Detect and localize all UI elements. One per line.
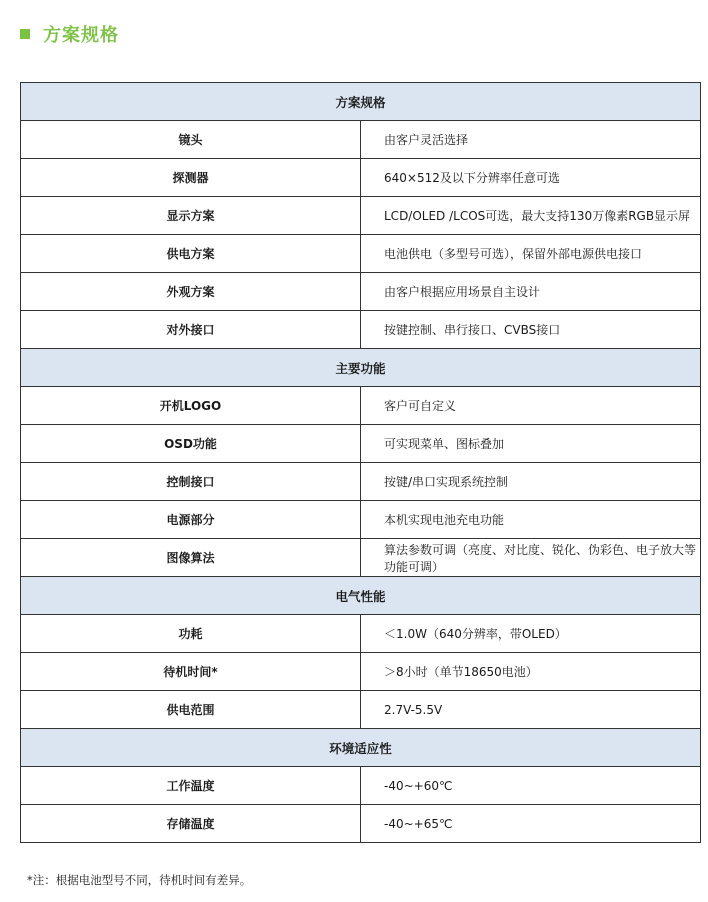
row-key: 镜头 [21,121,361,159]
row-key: OSD功能 [21,425,361,463]
row-key: 功耗 [21,615,361,653]
row-value: -40~+65℃ [361,805,701,843]
table-row [21,653,701,691]
row-value: -40~+60℃ [361,767,701,805]
row-value: 640×512及以下分辨率任意可选 [361,159,701,197]
section-title: 方案规格 [21,83,701,121]
table-row [21,767,701,805]
row-key: 显示方案 [21,197,361,235]
section-header-row [21,83,701,121]
table-row [21,273,701,311]
table-row [21,387,701,425]
row-key: 图像算法 [21,539,361,577]
row-key: 供电方案 [21,235,361,273]
row-key: 开机LOGO [21,387,361,425]
row-key: 存储温度 [21,805,361,843]
row-value: 由客户根据应用场景自主设计 [361,273,701,311]
green-square-icon [20,29,30,39]
heading-title: 方案规格 [43,25,119,46]
table-row [21,615,701,653]
row-value: 按键控制、串行接口、CVBS接口 [361,311,701,349]
row-value: 可实现菜单、图标叠加 [361,425,701,463]
section-heading [20,22,119,46]
table-row [21,311,701,349]
row-key: 探测器 [21,159,361,197]
section-title: 电气性能 [21,577,701,615]
table-row [21,691,701,729]
row-key: 供电范围 [21,691,361,729]
row-value: 2.7V-5.5V [361,691,701,729]
row-key: 外观方案 [21,273,361,311]
table-row [21,463,701,501]
table-row [21,425,701,463]
row-value: 客户可自定义 [361,387,701,425]
row-value: 电池供电（多型号可选），保留外部电源供电接口 [361,235,701,273]
row-value: LCD/OLED /LCOS可选，最大支持130万像素RGB显示屏 [361,197,701,235]
section-header-row [21,349,701,387]
row-key: 工作温度 [21,767,361,805]
table-row [21,197,701,235]
row-value: 由客户灵活选择 [361,121,701,159]
section-title: 主要功能 [21,349,701,387]
table-row [21,159,701,197]
row-value: ＞8小时（单节18650电池） [361,653,701,691]
section-header-row [21,577,701,615]
row-key: 待机时间* [21,653,361,691]
row-key: 电源部分 [21,501,361,539]
spec-table [20,82,701,843]
row-key: 控制接口 [21,463,361,501]
table-row [21,539,701,577]
row-value: 按键/串口实现系统控制 [361,463,701,501]
section-header-row [21,729,701,767]
table-row [21,805,701,843]
section-title: 环境适应性 [21,729,701,767]
footnote: *注：根据电池型号不同，待机时间有差异。 [27,873,252,887]
row-value: ＜1.0W（640分辨率，带OLED） [361,615,701,653]
table-row [21,121,701,159]
table-row [21,235,701,273]
table-row [21,501,701,539]
row-value: 算法参数可调（亮度、对比度、锐化、伪彩色、电子放大等功能可调） [361,539,701,577]
row-key: 对外接口 [21,311,361,349]
row-value: 本机实现电池充电功能 [361,501,701,539]
